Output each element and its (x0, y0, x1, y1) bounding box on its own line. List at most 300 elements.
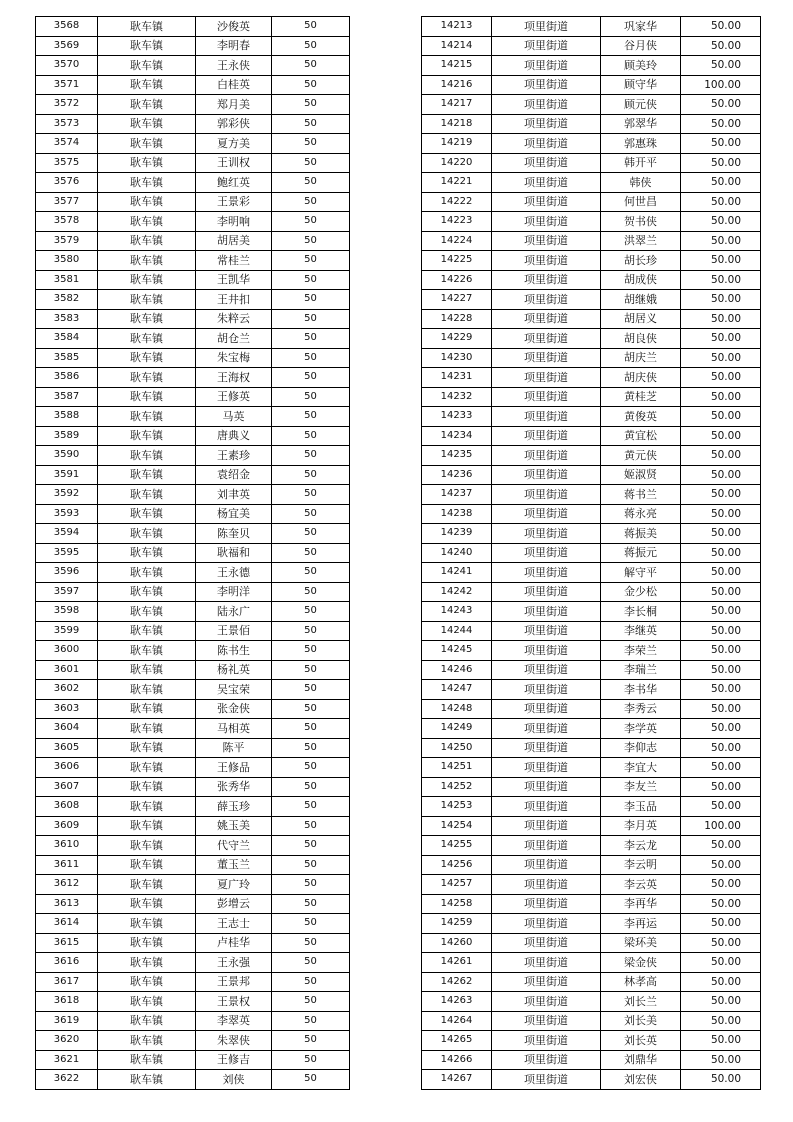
id-cell: 14238 (422, 504, 492, 524)
id-cell: 3598 (36, 602, 98, 622)
name-cell: 洪翠兰 (601, 231, 681, 251)
id-cell: 3603 (36, 699, 98, 719)
amount-cell: 50.00 (681, 485, 761, 505)
id-cell: 14233 (422, 407, 492, 427)
town-cell: 耿车镇 (98, 309, 196, 329)
table-row (422, 660, 761, 680)
amount-cell: 50.00 (681, 855, 761, 875)
name-cell: 张秀华 (196, 777, 272, 797)
table-row (422, 426, 761, 446)
id-cell: 14259 (422, 914, 492, 934)
name-cell: 郭惠珠 (601, 134, 681, 154)
id-cell: 14226 (422, 270, 492, 290)
table-row (422, 719, 761, 739)
town-cell: 耿车镇 (98, 758, 196, 778)
name-cell: 沙俊英 (196, 17, 272, 37)
town-cell: 耿车镇 (98, 231, 196, 251)
amount-cell: 50 (272, 17, 350, 37)
table-row (36, 875, 350, 895)
name-cell: 朱粹云 (196, 309, 272, 329)
id-cell: 3618 (36, 992, 98, 1012)
town-cell: 耿车镇 (98, 797, 196, 817)
name-cell: 何世昌 (601, 192, 681, 212)
table-row (36, 621, 350, 641)
name-cell: 郭彩侠 (196, 114, 272, 134)
id-cell: 14215 (422, 56, 492, 76)
amount-cell: 50.00 (681, 192, 761, 212)
name-cell: 王海权 (196, 368, 272, 388)
name-cell: 李继英 (601, 621, 681, 641)
id-cell: 3578 (36, 212, 98, 232)
id-cell: 3613 (36, 894, 98, 914)
name-cell: 朱翠侠 (196, 1031, 272, 1051)
name-cell: 李友兰 (601, 777, 681, 797)
amount-cell: 50.00 (681, 914, 761, 934)
amount-cell: 50.00 (681, 836, 761, 856)
amount-cell: 50 (272, 524, 350, 544)
name-cell: 刘长美 (601, 1011, 681, 1031)
table-row (422, 17, 761, 37)
name-cell: 王景彩 (196, 192, 272, 212)
town-cell: 耿车镇 (98, 563, 196, 583)
table-row (36, 738, 350, 758)
table-row (36, 933, 350, 953)
table-row (36, 290, 350, 310)
id-cell: 14235 (422, 446, 492, 466)
town-cell: 项里街道 (492, 309, 601, 329)
name-cell: 朱宝梅 (196, 348, 272, 368)
table-row (422, 192, 761, 212)
id-cell: 14267 (422, 1070, 492, 1090)
id-cell: 3615 (36, 933, 98, 953)
table-row (422, 738, 761, 758)
amount-cell: 50 (272, 1031, 350, 1051)
name-cell: 刘鼎华 (601, 1050, 681, 1070)
amount-cell: 50 (272, 894, 350, 914)
amount-cell: 50.00 (681, 933, 761, 953)
table-row (36, 777, 350, 797)
id-cell: 3579 (36, 231, 98, 251)
amount-cell: 50 (272, 933, 350, 953)
table-row (36, 758, 350, 778)
name-cell: 黄元侠 (601, 446, 681, 466)
amount-cell: 50 (272, 641, 350, 661)
town-cell: 项里街道 (492, 173, 601, 193)
table-row (422, 758, 761, 778)
name-cell: 梁环美 (601, 933, 681, 953)
amount-cell: 50 (272, 251, 350, 271)
id-cell: 3605 (36, 738, 98, 758)
id-cell: 14264 (422, 1011, 492, 1031)
town-cell: 项里街道 (492, 855, 601, 875)
name-cell: 李仰志 (601, 738, 681, 758)
amount-cell: 50.00 (681, 543, 761, 563)
town-cell: 耿车镇 (98, 17, 196, 37)
name-cell: 刘聿英 (196, 485, 272, 505)
name-cell: 谷月侠 (601, 36, 681, 56)
id-cell: 14261 (422, 953, 492, 973)
town-cell: 项里街道 (492, 660, 601, 680)
id-cell: 3588 (36, 407, 98, 427)
town-cell: 耿车镇 (98, 953, 196, 973)
table-row (36, 95, 350, 115)
name-cell: 王素珍 (196, 446, 272, 466)
name-cell: 林孝高 (601, 972, 681, 992)
id-cell: 14222 (422, 192, 492, 212)
town-cell: 耿车镇 (98, 387, 196, 407)
id-cell: 3608 (36, 797, 98, 817)
town-cell: 项里街道 (492, 992, 601, 1012)
id-cell: 14255 (422, 836, 492, 856)
name-cell: 李月英 (601, 816, 681, 836)
table-row (36, 1031, 350, 1051)
name-cell: 解守平 (601, 563, 681, 583)
amount-cell: 50.00 (681, 465, 761, 485)
name-cell: 李云明 (601, 855, 681, 875)
town-cell: 项里街道 (492, 270, 601, 290)
id-cell: 14254 (422, 816, 492, 836)
amount-cell: 50.00 (681, 641, 761, 661)
id-cell: 3585 (36, 348, 98, 368)
id-cell: 14229 (422, 329, 492, 349)
table-row (36, 563, 350, 583)
amount-cell: 50 (272, 387, 350, 407)
table-row (36, 348, 350, 368)
id-cell: 14231 (422, 368, 492, 388)
table-row (422, 680, 761, 700)
town-cell: 耿车镇 (98, 407, 196, 427)
id-cell: 14253 (422, 797, 492, 817)
id-cell: 3587 (36, 387, 98, 407)
id-cell: 14256 (422, 855, 492, 875)
name-cell: 王景邦 (196, 972, 272, 992)
name-cell: 胡良侠 (601, 329, 681, 349)
table-row (422, 1070, 761, 1090)
id-cell: 3611 (36, 855, 98, 875)
name-cell: 代守兰 (196, 836, 272, 856)
id-cell: 3616 (36, 953, 98, 973)
id-cell: 3572 (36, 95, 98, 115)
table-row (422, 563, 761, 583)
name-cell: 顾守华 (601, 75, 681, 95)
id-cell: 14240 (422, 543, 492, 563)
name-cell: 陈奎贝 (196, 524, 272, 544)
name-cell: 李学英 (601, 719, 681, 739)
name-cell: 杨宜美 (196, 504, 272, 524)
table-row (422, 251, 761, 271)
table-row (422, 524, 761, 544)
name-cell: 李明春 (196, 36, 272, 56)
town-cell: 项里街道 (492, 816, 601, 836)
town-cell: 项里街道 (492, 36, 601, 56)
id-cell: 3617 (36, 972, 98, 992)
id-cell: 14232 (422, 387, 492, 407)
amount-cell: 50 (272, 309, 350, 329)
id-cell: 14236 (422, 465, 492, 485)
id-cell: 3622 (36, 1070, 98, 1090)
amount-cell: 50 (272, 426, 350, 446)
amount-cell: 50 (272, 719, 350, 739)
table-row (422, 621, 761, 641)
town-cell: 项里街道 (492, 75, 601, 95)
amount-cell: 50 (272, 192, 350, 212)
table-row (422, 270, 761, 290)
town-cell: 项里街道 (492, 914, 601, 934)
town-cell: 项里街道 (492, 719, 601, 739)
amount-cell: 50.00 (681, 348, 761, 368)
table-row (422, 836, 761, 856)
name-cell: 彭增云 (196, 894, 272, 914)
table-row (422, 309, 761, 329)
name-cell: 李云英 (601, 875, 681, 895)
town-cell: 耿车镇 (98, 153, 196, 173)
name-cell: 李书华 (601, 680, 681, 700)
amount-cell: 50.00 (681, 95, 761, 115)
town-cell: 项里街道 (492, 1070, 601, 1090)
town-cell: 耿车镇 (98, 914, 196, 934)
town-cell: 耿车镇 (98, 485, 196, 505)
id-cell: 14217 (422, 95, 492, 115)
name-cell: 姬淑贤 (601, 465, 681, 485)
name-cell: 蒋振元 (601, 543, 681, 563)
amount-cell: 50.00 (681, 36, 761, 56)
name-cell: 刘宏侠 (601, 1070, 681, 1090)
amount-cell: 50.00 (681, 719, 761, 739)
id-cell: 14251 (422, 758, 492, 778)
id-cell: 14239 (422, 524, 492, 544)
town-cell: 耿车镇 (98, 777, 196, 797)
town-cell: 项里街道 (492, 641, 601, 661)
table-row (422, 914, 761, 934)
id-cell: 14225 (422, 251, 492, 271)
id-cell: 14260 (422, 933, 492, 953)
name-cell: 王景权 (196, 992, 272, 1012)
name-cell: 陈平 (196, 738, 272, 758)
amount-cell: 50 (272, 348, 350, 368)
id-cell: 14242 (422, 582, 492, 602)
table-row (422, 894, 761, 914)
name-cell: 金少松 (601, 582, 681, 602)
town-cell: 项里街道 (492, 524, 601, 544)
name-cell: 姚玉美 (196, 816, 272, 836)
name-cell: 胡成侠 (601, 270, 681, 290)
name-cell: 王修吉 (196, 1050, 272, 1070)
town-cell: 耿车镇 (98, 680, 196, 700)
right-table-body (422, 17, 761, 1090)
name-cell: 刘长英 (601, 1031, 681, 1051)
table-row (36, 407, 350, 427)
amount-cell: 50 (272, 1070, 350, 1090)
name-cell: 王凯华 (196, 270, 272, 290)
name-cell: 蒋振美 (601, 524, 681, 544)
amount-cell: 50 (272, 407, 350, 427)
amount-cell: 50.00 (681, 621, 761, 641)
table-row (422, 387, 761, 407)
town-cell: 项里街道 (492, 192, 601, 212)
table-row (422, 290, 761, 310)
amount-cell: 50.00 (681, 368, 761, 388)
name-cell: 胡居美 (196, 231, 272, 251)
table-row (422, 407, 761, 427)
name-cell: 夏广玲 (196, 875, 272, 895)
name-cell: 李瑞兰 (601, 660, 681, 680)
amount-cell: 50.00 (681, 212, 761, 232)
id-cell: 14216 (422, 75, 492, 95)
amount-cell: 50.00 (681, 153, 761, 173)
town-cell: 耿车镇 (98, 134, 196, 154)
town-cell: 耿车镇 (98, 114, 196, 134)
town-cell: 耿车镇 (98, 972, 196, 992)
table-row (36, 153, 350, 173)
amount-cell: 50.00 (681, 251, 761, 271)
town-cell: 项里街道 (492, 543, 601, 563)
amount-cell: 50 (272, 1011, 350, 1031)
id-cell: 14249 (422, 719, 492, 739)
amount-cell: 50.00 (681, 894, 761, 914)
town-cell: 项里街道 (492, 95, 601, 115)
name-cell: 李翠英 (196, 1011, 272, 1031)
id-cell: 3576 (36, 173, 98, 193)
id-cell: 3583 (36, 309, 98, 329)
amount-cell: 50 (272, 758, 350, 778)
amount-cell: 50.00 (681, 777, 761, 797)
name-cell: 刘长兰 (601, 992, 681, 1012)
town-cell: 项里街道 (492, 836, 601, 856)
amount-cell: 50.00 (681, 231, 761, 251)
amount-cell: 50.00 (681, 17, 761, 37)
town-cell: 项里街道 (492, 426, 601, 446)
name-cell: 王志士 (196, 914, 272, 934)
amount-cell: 50 (272, 368, 350, 388)
amount-cell: 50.00 (681, 1070, 761, 1090)
town-cell: 耿车镇 (98, 290, 196, 310)
name-cell: 胡庆侠 (601, 368, 681, 388)
id-cell: 14219 (422, 134, 492, 154)
table-row (422, 95, 761, 115)
table-row (36, 543, 350, 563)
table-row (36, 524, 350, 544)
id-cell: 3612 (36, 875, 98, 895)
table-row (422, 953, 761, 973)
id-cell: 14220 (422, 153, 492, 173)
town-cell: 耿车镇 (98, 816, 196, 836)
town-cell: 项里街道 (492, 329, 601, 349)
town-cell: 项里街道 (492, 777, 601, 797)
town-cell: 耿车镇 (98, 270, 196, 290)
name-cell: 王景佰 (196, 621, 272, 641)
amount-cell: 50 (272, 95, 350, 115)
table-row (36, 212, 350, 232)
name-cell: 杨礼英 (196, 660, 272, 680)
name-cell: 胡仓兰 (196, 329, 272, 349)
amount-cell: 50 (272, 699, 350, 719)
table-row (36, 134, 350, 154)
name-cell: 唐典义 (196, 426, 272, 446)
town-cell: 耿车镇 (98, 660, 196, 680)
amount-cell: 50.00 (681, 504, 761, 524)
town-cell: 项里街道 (492, 758, 601, 778)
table-row (36, 329, 350, 349)
town-cell: 耿车镇 (98, 875, 196, 895)
id-cell: 3575 (36, 153, 98, 173)
town-cell: 耿车镇 (98, 1070, 196, 1090)
town-cell: 项里街道 (492, 972, 601, 992)
table-row (422, 699, 761, 719)
name-cell: 黄桂芝 (601, 387, 681, 407)
name-cell: 胡长珍 (601, 251, 681, 271)
amount-cell: 50.00 (681, 797, 761, 817)
id-cell: 14266 (422, 1050, 492, 1070)
town-cell: 项里街道 (492, 56, 601, 76)
amount-cell: 50 (272, 602, 350, 622)
id-cell: 14263 (422, 992, 492, 1012)
table-row (36, 504, 350, 524)
town-cell: 耿车镇 (98, 992, 196, 1012)
id-cell: 3596 (36, 563, 98, 583)
town-cell: 项里街道 (492, 602, 601, 622)
name-cell: 顾美玲 (601, 56, 681, 76)
amount-cell: 50.00 (681, 426, 761, 446)
table-row (422, 465, 761, 485)
table-row (36, 426, 350, 446)
right-subsidy-table (421, 16, 761, 1090)
id-cell: 3570 (36, 56, 98, 76)
town-cell: 项里街道 (492, 153, 601, 173)
name-cell: 李再运 (601, 914, 681, 934)
id-cell: 3592 (36, 485, 98, 505)
name-cell: 李明洋 (196, 582, 272, 602)
table-row (422, 173, 761, 193)
id-cell: 3620 (36, 1031, 98, 1051)
amount-cell: 50.00 (681, 270, 761, 290)
name-cell: 胡庆兰 (601, 348, 681, 368)
table-row (36, 660, 350, 680)
amount-cell: 50 (272, 543, 350, 563)
id-cell: 3580 (36, 251, 98, 271)
table-row (422, 231, 761, 251)
id-cell: 3574 (36, 134, 98, 154)
table-row (36, 36, 350, 56)
table-row (422, 329, 761, 349)
amount-cell: 50.00 (681, 602, 761, 622)
name-cell: 李秀云 (601, 699, 681, 719)
amount-cell: 50.00 (681, 329, 761, 349)
table-row (36, 992, 350, 1012)
id-cell: 14228 (422, 309, 492, 329)
table-row (36, 855, 350, 875)
table-row (36, 1011, 350, 1031)
town-cell: 项里街道 (492, 465, 601, 485)
table-row (422, 485, 761, 505)
name-cell: 陆永广 (196, 602, 272, 622)
amount-cell: 50 (272, 290, 350, 310)
name-cell: 张金侠 (196, 699, 272, 719)
amount-cell: 50 (272, 992, 350, 1012)
town-cell: 项里街道 (492, 1050, 601, 1070)
name-cell: 薛玉珍 (196, 797, 272, 817)
town-cell: 项里街道 (492, 504, 601, 524)
table-row (422, 114, 761, 134)
amount-cell: 50 (272, 855, 350, 875)
table-row (422, 855, 761, 875)
amount-cell: 50 (272, 485, 350, 505)
table-row (36, 485, 350, 505)
id-cell: 3604 (36, 719, 98, 739)
id-cell: 14227 (422, 290, 492, 310)
amount-cell: 50 (272, 153, 350, 173)
amount-cell: 50 (272, 680, 350, 700)
town-cell: 耿车镇 (98, 836, 196, 856)
